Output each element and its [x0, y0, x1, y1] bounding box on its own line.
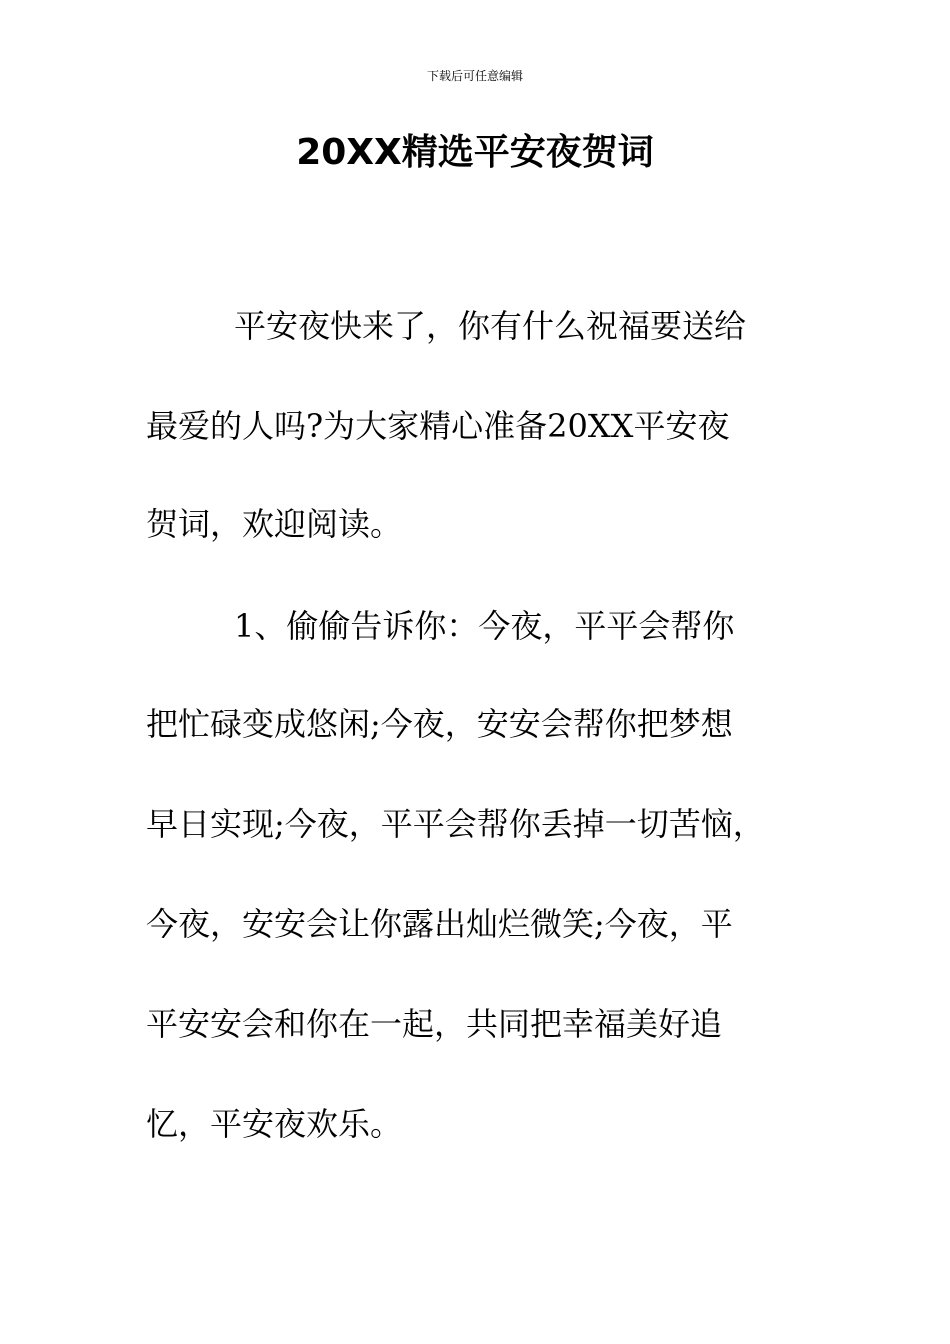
body-line: 平安夜快来了，你有什么祝福要送给 [234, 307, 747, 345]
body-line: 1、偷偷告诉你：今夜，平平会帮你 [234, 607, 735, 645]
document-title: 20XX精选平安夜贺词 [296, 132, 654, 173]
body-line: 今夜，安安会让你露出灿烂微笑;今夜，平 [146, 905, 733, 943]
body-line: 早日实现;今夜，平平会帮你丢掉一切苦恼， [146, 805, 765, 843]
body-line: 把忙碌变成悠闲;今夜，安安会帮你把梦想 [146, 705, 733, 743]
body-line: 忆，平安夜欢乐。 [146, 1105, 403, 1143]
body-line: 最爱的人吗?为大家精心准备20XX平安夜 [146, 407, 730, 445]
header-note: 下载后可任意编辑 [426, 69, 523, 83]
body-line: 贺词，欢迎阅读。 [146, 505, 403, 543]
body-line: 平安安会和你在一起，共同把幸福美好追 [146, 1005, 723, 1043]
